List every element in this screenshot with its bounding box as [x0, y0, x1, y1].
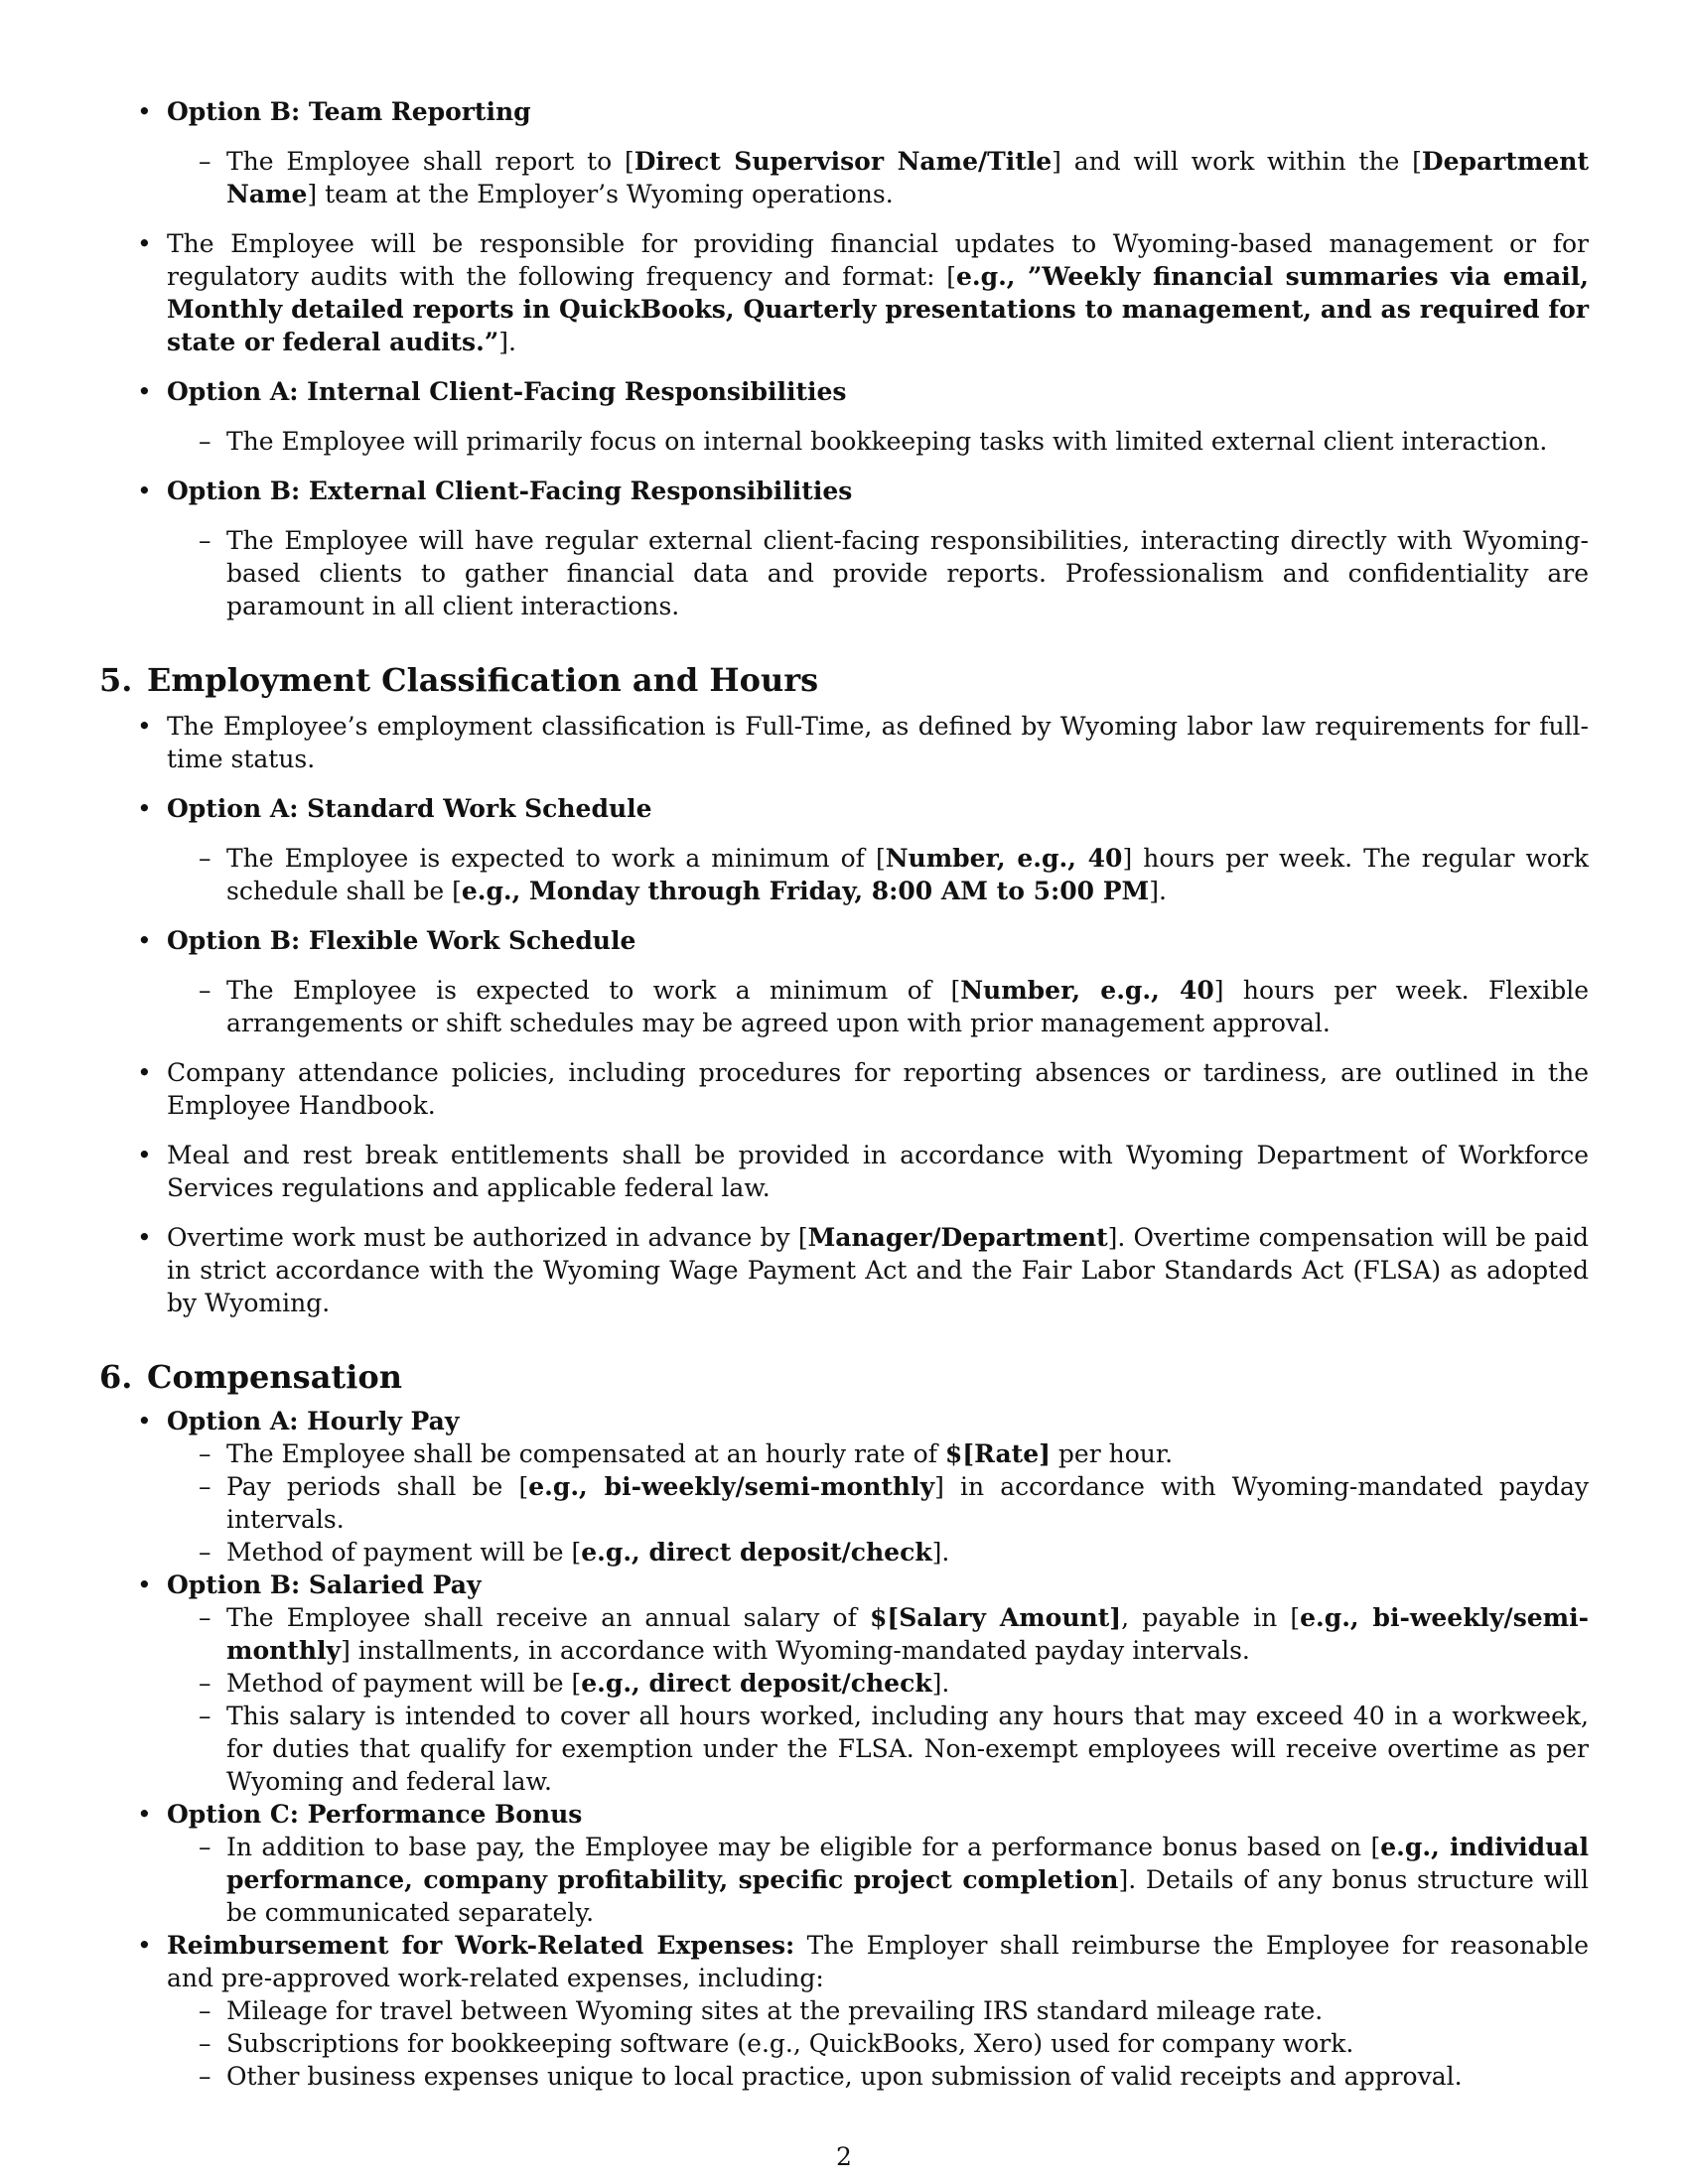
performance-bonus-item — [99, 1798, 1589, 1929]
document-page — [99, 95, 1589, 2093]
reimbursement-text: The Employer shall reimburse the Employee for reasonable and pre-approved work-related expenses, including: — [167, 1931, 1589, 1992]
standard-schedule-item — [99, 792, 1589, 907]
reimbursement-other: – Other business expenses unique to local practice, upon submission of valid receipts and approval. — [99, 2060, 1589, 2093]
team-reporting-item — [99, 95, 1589, 210]
team-reporting-text: – The Employee shall report to [Direct Supervisor Name/Title] and will work within the [Department Name] team at the Employer’s Wyoming operations. — [99, 145, 1589, 210]
meal-break-item: • Meal and rest break entitlements shall be provided in accordance with Wyoming Department of Workforce Services regulations and applicable federal law. — [99, 1139, 1589, 1204]
standard-schedule-text: – The Employee is expected to work a minimum of [Number, e.g., 40] hours per week. The regular work schedule shall be [e.g., Monday through Friday, 8:00 AM to 5:00 PM]. — [99, 842, 1589, 907]
salary-method-text: – Method of payment will be [e.g., direct deposit/check]. — [99, 1667, 1589, 1700]
classification-item: • The Employee’s employment classification is Full-Time, as defined by Wyoming labor law requirements for full-time status. — [99, 710, 1589, 775]
hourly-pay-title: Option A: Hourly Pay — [167, 1407, 460, 1435]
salaried-pay-title: Option B: Salaried Pay — [167, 1570, 482, 1599]
page-number: 2 — [836, 2142, 852, 2171]
section-6-list — [99, 1405, 1589, 2093]
performance-bonus-text: – In addition to base pay, the Employee may be eligible for a performance bonus based on [e.g., individual performance, company profitability, specific project completion]. Details of any bonus structure will be communicated separately. — [99, 1831, 1589, 1929]
flexible-schedule-text: – The Employee is expected to work a minimum of [Number, e.g., 40] hours per week. Flexible arrangements or shift schedules may be agreed upon with prior management approval. — [99, 974, 1589, 1039]
reimbursement-item — [99, 1929, 1589, 2093]
internal-client-text: – The Employee will primarily focus on internal bookkeeping tasks with limited external client interaction. — [99, 425, 1589, 458]
reimbursement-mileage: – Mileage for travel between Wyoming sites at the prevailing IRS standard mileage rate. — [99, 1994, 1589, 2027]
attendance-item: • Company attendance policies, including procedures for reporting absences or tardiness, are outlined in the Employee Handbook. — [99, 1056, 1589, 1122]
hourly-rate-text: – The Employee shall be compensated at an hourly rate of $[Rate] per hour. — [99, 1437, 1589, 1470]
financial-updates-item: • The Employee will be responsible for providing financial updates to Wyoming-based management or for regulatory audits with the following frequency and format: [e.g., ”Weekly financial summaries via email, Monthly detailed reports in QuickBooks, Quarterly presentations to management, and as required for state or federal audits.”]. — [99, 227, 1589, 358]
salary-amount-text: – The Employee shall receive an annual salary of $[Salary Amount], payable in [e.g., bi-weekly/semi-monthly] installments, in accordance with Wyoming-mandated payday intervals. — [99, 1601, 1589, 1667]
hourly-period-text: – Pay periods shall be [e.g., bi-weekly/semi-monthly] in accordance with Wyoming-mandated payday intervals. — [99, 1470, 1589, 1536]
salary-cover-text: – This salary is intended to cover all hours worked, including any hours that may exceed 40 in a workweek, for duties that qualify for exemption under the FLSA. Non-exempt employees will receive overtime as per Wyoming and federal law. — [99, 1700, 1589, 1798]
hourly-pay-item — [99, 1405, 1589, 1569]
external-client-title: Option B: External Client-Facing Responsibilities — [167, 477, 853, 505]
internal-client-title: Option A: Internal Client-Facing Responsibilities — [167, 377, 847, 406]
hourly-method-text: – Method of payment will be [e.g., direct deposit/check]. — [99, 1536, 1589, 1569]
section-5-heading: 5. Employment Classification and Hours — [99, 661, 819, 699]
overtime-item: • Overtime work must be authorized in advance by [Manager/Department]. Overtime compensation will be paid in strict accordance with the Wyoming Wage Payment Act and the Fair Labor Standards Act (FLSA) as adopted by Wyoming. — [99, 1221, 1589, 1319]
reimbursement-title: Reimbursement for Work-Related Expenses: — [167, 1931, 795, 1960]
external-client-item — [99, 475, 1589, 622]
reimbursement-subscriptions: – Subscriptions for bookkeeping software (e.g., QuickBooks, Xero) used for company work. — [99, 2027, 1589, 2060]
external-client-text: – The Employee will have regular external client-facing responsibilities, interacting directly with Wyoming-based clients to gather financial data and provide reports. Professionalism and confidentiality are paramount in all client interactions. — [99, 524, 1589, 622]
performance-bonus-title: Option C: Performance Bonus — [167, 1800, 583, 1829]
internal-client-item — [99, 375, 1589, 458]
section-4-list — [99, 95, 1589, 622]
team-reporting-title: Option B: Team Reporting — [167, 97, 531, 126]
standard-schedule-title: Option A: Standard Work Schedule — [167, 794, 652, 823]
salaried-pay-item — [99, 1569, 1589, 1798]
section-6-heading: 6. Compensation — [99, 1358, 402, 1396]
flexible-schedule-title: Option B: Flexible Work Schedule — [167, 926, 636, 955]
flexible-schedule-item — [99, 924, 1589, 1039]
section-5-list — [99, 710, 1589, 1319]
